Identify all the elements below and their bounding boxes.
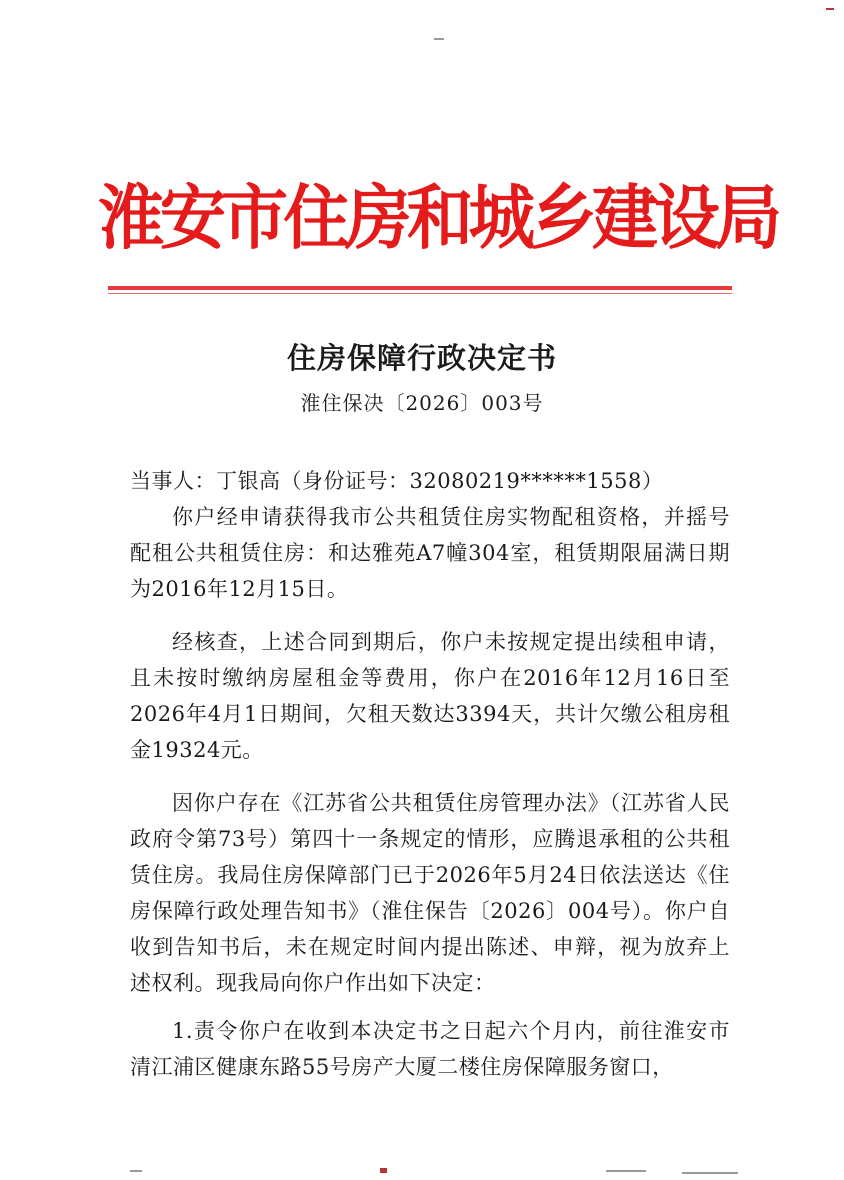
agency-letterhead: 淮安市住房和城乡建设局 bbox=[98, 176, 778, 259]
party-line: 当事人：丁银高（身份证号：32080219******1558） bbox=[130, 469, 664, 493]
scan-speck bbox=[826, 8, 834, 10]
scan-speck bbox=[682, 1172, 738, 1174]
scan-speck bbox=[606, 1170, 646, 1172]
paragraph-3: 因你户存在《江苏省公共租赁住房管理办法》（江苏省人民政府令第73号）第四十一条规定的情形，应腾退承租的公共租赁住房。我局住房保障部门已于2026年5月24日依法送达《住房保障行政处理告知书》（淮住保告〔2026〕004号）。你户自收到告知书后，未在规定时间内提出陈述、申辩，视为放弃上述权利。现我局向你户作出如下决定： bbox=[130, 791, 730, 995]
paragraph-2: 经核查，上述合同到期后，你户未按规定提出续租申请，且未按时缴纳房屋租金等费用，你户在2016年12月16日至2026年4月1日期间，欠租天数达3394天，共计欠缴公租房租金19324元。 bbox=[130, 630, 730, 762]
scan-speck bbox=[380, 1168, 387, 1173]
letterhead-rule-thick bbox=[108, 286, 732, 290]
document-number: 淮住保决〔2026〕003号 bbox=[300, 391, 544, 415]
letterhead-rule-thin bbox=[108, 293, 732, 294]
document-title: 住房保障行政决定书 bbox=[286, 341, 557, 375]
scan-speck bbox=[130, 1170, 142, 1172]
scan-speck bbox=[434, 38, 444, 40]
paragraph-1: 你户经申请获得我市公共租赁住房实物配租资格，并摇号配租公共租赁住房：和达雅苑A7幢304室，租赁期限届满日期为2016年12月15日。 bbox=[130, 505, 730, 601]
paragraph-4: 1.责令你户在收到本决定书之日起六个月内，前往淮安市清江浦区健康东路55号房产大厦二楼住房保障服务窗口， bbox=[130, 1019, 730, 1079]
